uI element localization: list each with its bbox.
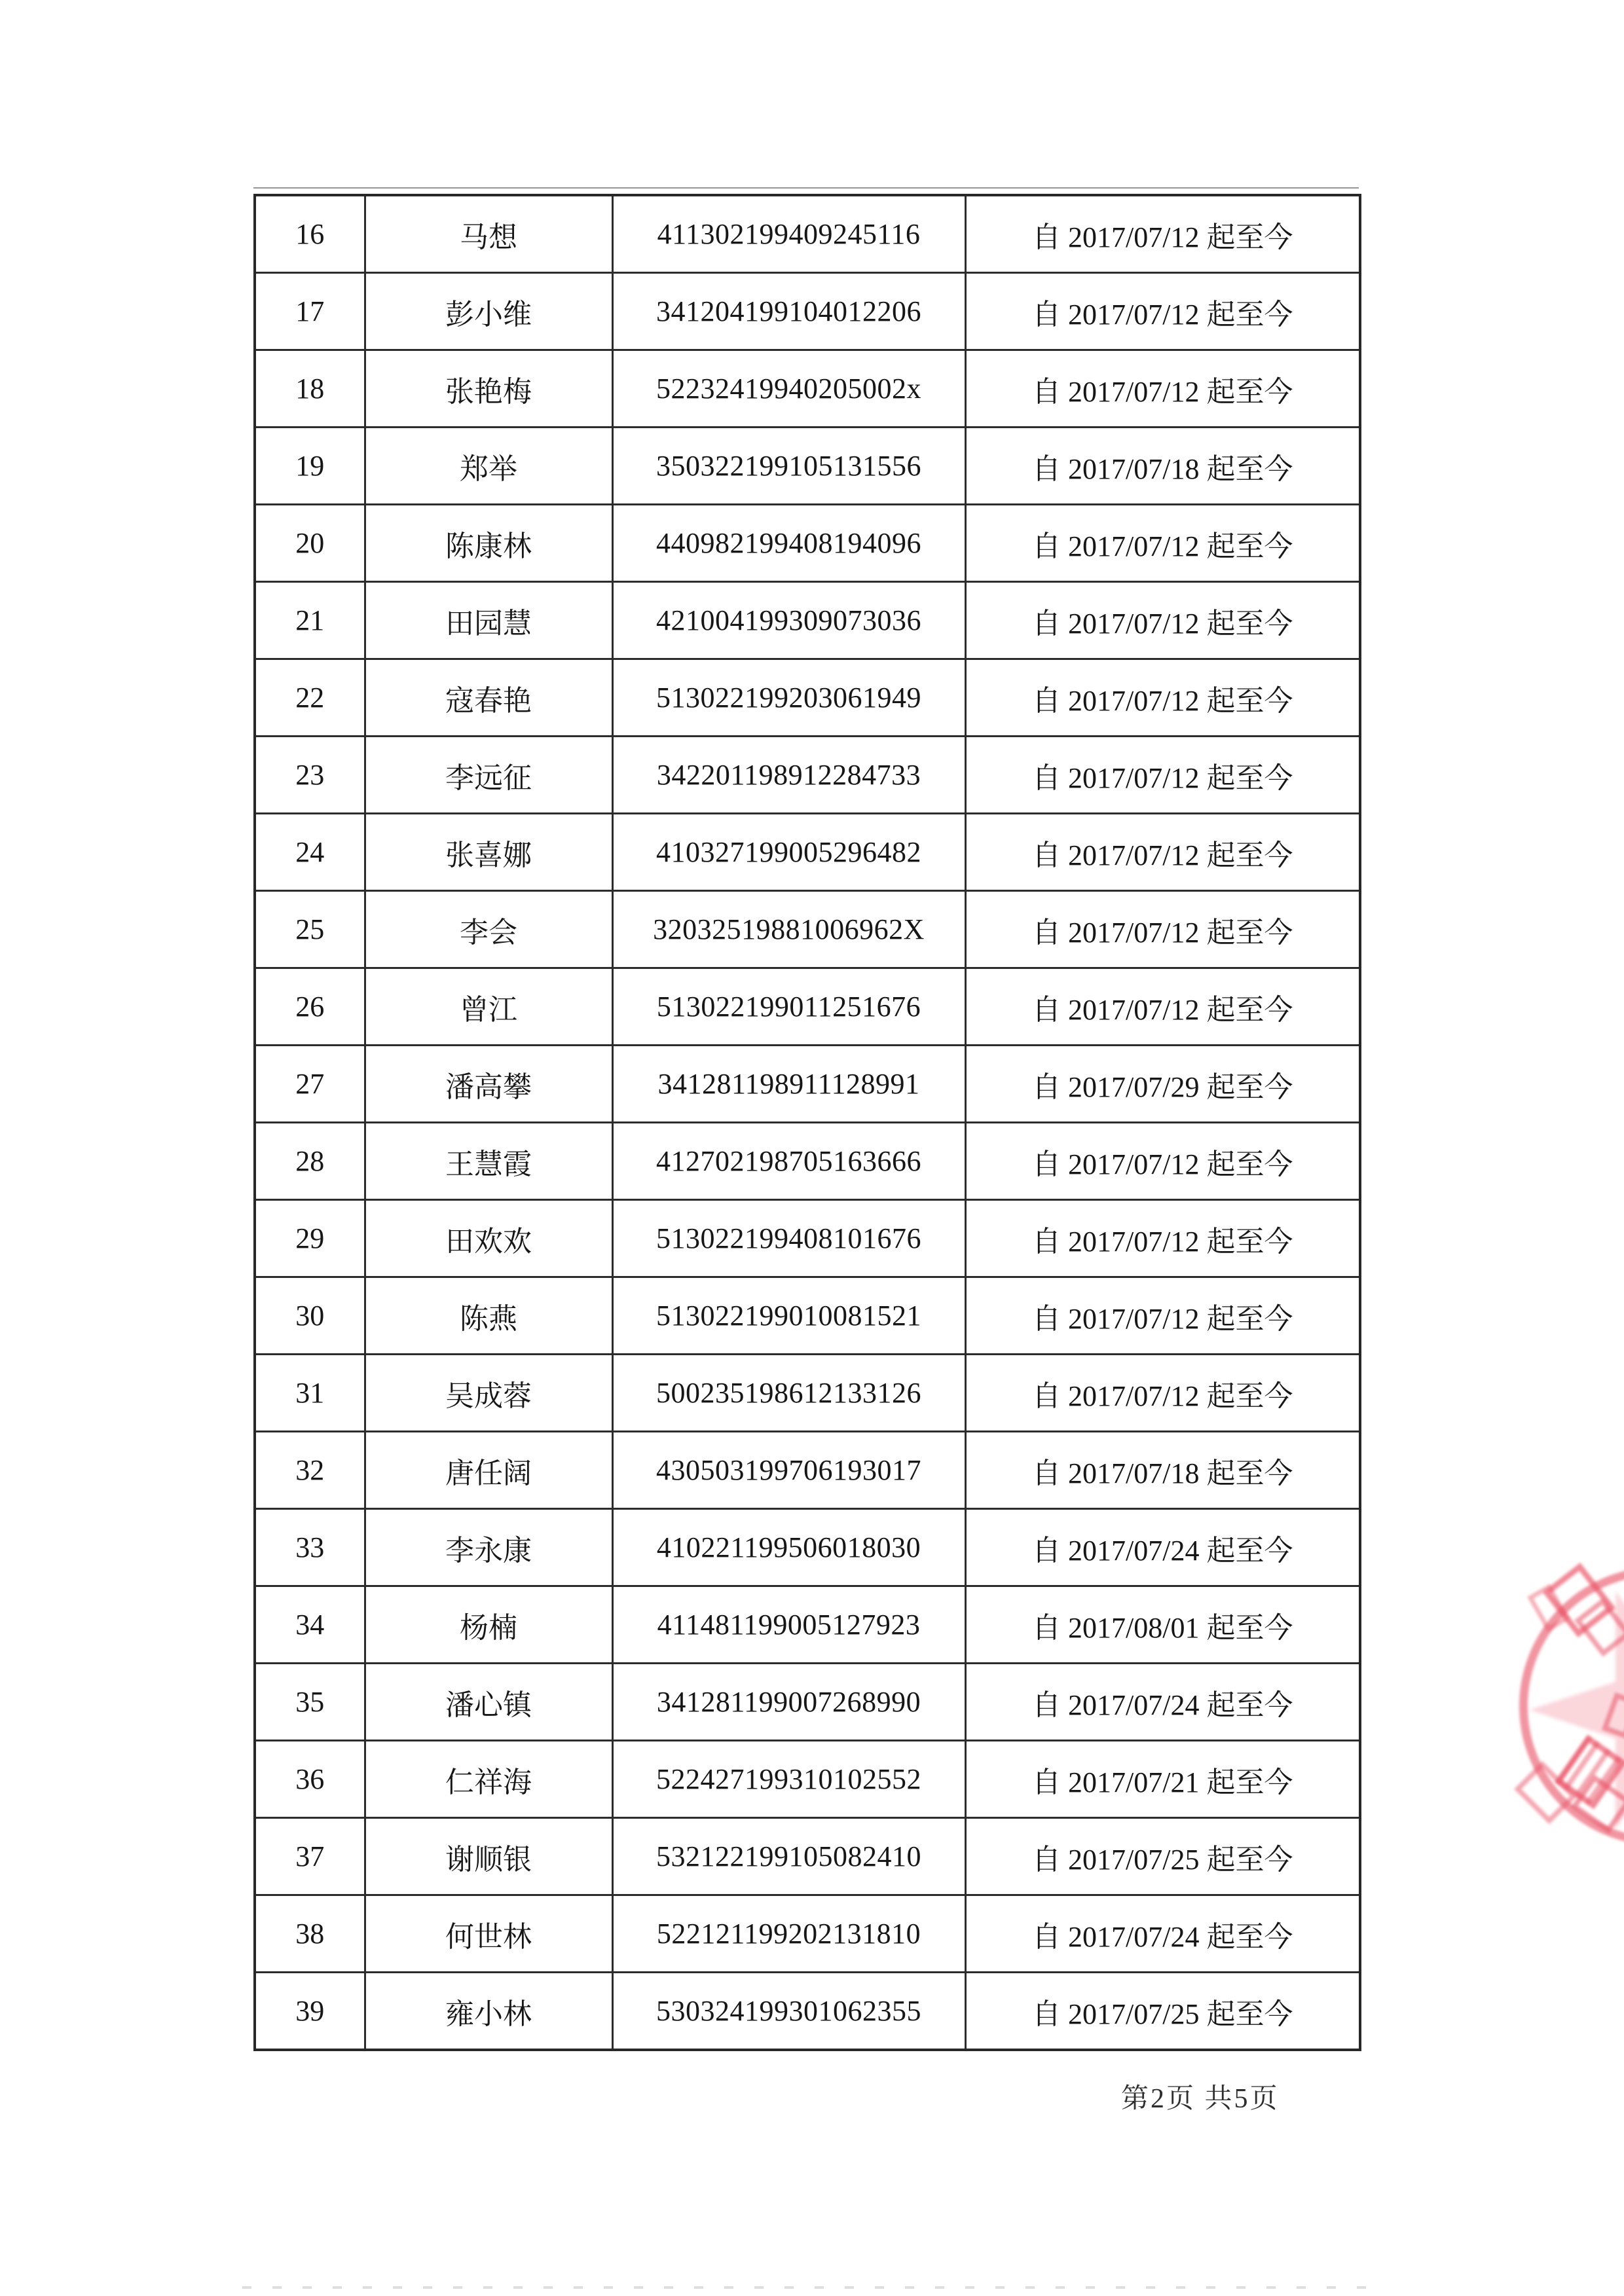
row-number-cell: 38 bbox=[255, 1895, 365, 1973]
page-number-footer: 第2页 共5页 bbox=[1121, 2084, 1280, 2114]
id-number-cell: 440982199408194096 bbox=[612, 505, 965, 582]
table-row bbox=[255, 1123, 1360, 1200]
scan-artifact-line bbox=[253, 187, 1359, 189]
name-cell: 陈康林 bbox=[365, 505, 612, 582]
table-row bbox=[255, 1277, 1360, 1355]
row-number-cell: 36 bbox=[255, 1741, 365, 1818]
row-number-cell: 32 bbox=[255, 1432, 365, 1509]
row-number-cell: 21 bbox=[255, 582, 365, 659]
period-cell: 自 2017/08/01 起至今 bbox=[965, 1586, 1360, 1664]
id-number-cell: 500235198612133126 bbox=[612, 1355, 965, 1432]
name-cell: 李远征 bbox=[365, 737, 612, 814]
name-cell: 张艳梅 bbox=[365, 350, 612, 428]
period-cell: 自 2017/07/24 起至今 bbox=[965, 1509, 1360, 1586]
table-row bbox=[255, 195, 1360, 273]
row-number-cell: 29 bbox=[255, 1200, 365, 1277]
period-cell: 自 2017/07/12 起至今 bbox=[965, 659, 1360, 737]
table-row bbox=[255, 1818, 1360, 1895]
table-row bbox=[255, 1586, 1360, 1664]
name-cell: 陈燕 bbox=[365, 1277, 612, 1355]
id-number-cell: 350322199105131556 bbox=[612, 428, 965, 505]
row-number-cell: 33 bbox=[255, 1509, 365, 1586]
id-number-cell: 513022199203061949 bbox=[612, 659, 965, 737]
name-cell: 郑举 bbox=[365, 428, 612, 505]
table-row bbox=[255, 1741, 1360, 1818]
table-row bbox=[255, 1200, 1360, 1277]
table-row bbox=[255, 891, 1360, 968]
table-row bbox=[255, 1664, 1360, 1741]
period-cell: 自 2017/07/12 起至今 bbox=[965, 195, 1360, 273]
id-number-cell: 411481199005127923 bbox=[612, 1586, 965, 1664]
table-row bbox=[255, 505, 1360, 582]
name-cell: 何世林 bbox=[365, 1895, 612, 1973]
table-row bbox=[255, 968, 1360, 1046]
seal-text-smudge bbox=[1543, 1563, 1616, 1637]
id-number-cell: 342201198912284733 bbox=[612, 737, 965, 814]
period-cell: 自 2017/07/12 起至今 bbox=[965, 350, 1360, 428]
row-number-cell: 31 bbox=[255, 1355, 365, 1432]
id-number-cell: 513022199011251676 bbox=[612, 968, 965, 1046]
row-number-cell: 19 bbox=[255, 428, 365, 505]
name-cell: 潘心镇 bbox=[365, 1664, 612, 1741]
name-cell: 张喜娜 bbox=[365, 814, 612, 891]
id-number-cell: 52232419940205002x bbox=[612, 350, 965, 428]
table-row bbox=[255, 1973, 1360, 2050]
name-cell: 仁祥海 bbox=[365, 1741, 612, 1818]
row-number-cell: 20 bbox=[255, 505, 365, 582]
period-cell: 自 2017/07/12 起至今 bbox=[965, 1200, 1360, 1277]
id-number-cell: 522121199202131810 bbox=[612, 1895, 965, 1973]
table-row bbox=[255, 350, 1360, 428]
table-row bbox=[255, 1895, 1360, 1973]
row-number-cell: 23 bbox=[255, 737, 365, 814]
period-cell: 自 2017/07/24 起至今 bbox=[965, 1895, 1360, 1973]
period-cell: 自 2017/07/25 起至今 bbox=[965, 1973, 1360, 2050]
row-number-cell: 34 bbox=[255, 1586, 365, 1664]
period-cell: 自 2017/07/18 起至今 bbox=[965, 1432, 1360, 1509]
period-cell: 自 2017/07/25 起至今 bbox=[965, 1818, 1360, 1895]
name-cell: 田欢欢 bbox=[365, 1200, 612, 1277]
scan-bleed-artifact bbox=[242, 2286, 1375, 2289]
id-number-cell: 341204199104012206 bbox=[612, 273, 965, 350]
table-row bbox=[255, 1355, 1360, 1432]
official-seal-stamp bbox=[1500, 1552, 1624, 1846]
id-number-cell: 341281199007268990 bbox=[612, 1664, 965, 1741]
id-number-cell: 32032519881006962X bbox=[612, 891, 965, 968]
seal-text-smudge bbox=[1602, 1692, 1624, 1739]
row-number-cell: 30 bbox=[255, 1277, 365, 1355]
period-cell: 自 2017/07/24 起至今 bbox=[965, 1664, 1360, 1741]
id-number-cell: 513022199010081521 bbox=[612, 1277, 965, 1355]
id-number-cell: 522427199310102552 bbox=[612, 1741, 965, 1818]
row-number-cell: 17 bbox=[255, 273, 365, 350]
seal-text-smudge bbox=[1555, 1735, 1624, 1810]
name-cell: 田园慧 bbox=[365, 582, 612, 659]
row-number-cell: 28 bbox=[255, 1123, 365, 1200]
id-number-cell: 430503199706193017 bbox=[612, 1432, 965, 1509]
period-cell: 自 2017/07/12 起至今 bbox=[965, 814, 1360, 891]
table-row bbox=[255, 659, 1360, 737]
name-cell: 吴成蓉 bbox=[365, 1355, 612, 1432]
row-number-cell: 39 bbox=[255, 1973, 365, 2050]
id-number-cell: 532122199105082410 bbox=[612, 1818, 965, 1895]
table-row bbox=[255, 1509, 1360, 1586]
period-cell: 自 2017/07/12 起至今 bbox=[965, 968, 1360, 1046]
table-row bbox=[255, 582, 1360, 659]
row-number-cell: 37 bbox=[255, 1818, 365, 1895]
name-cell: 马想 bbox=[365, 195, 612, 273]
name-cell: 王慧霞 bbox=[365, 1123, 612, 1200]
period-cell: 自 2017/07/12 起至今 bbox=[965, 1277, 1360, 1355]
row-number-cell: 24 bbox=[255, 814, 365, 891]
star-icon bbox=[1500, 1552, 1624, 1846]
period-cell: 自 2017/07/21 起至今 bbox=[965, 1741, 1360, 1818]
period-cell: 自 2017/07/29 起至今 bbox=[965, 1046, 1360, 1123]
id-number-cell: 411302199409245116 bbox=[612, 195, 965, 273]
name-cell: 李会 bbox=[365, 891, 612, 968]
period-cell: 自 2017/07/12 起至今 bbox=[965, 505, 1360, 582]
name-cell: 寇春艳 bbox=[365, 659, 612, 737]
id-number-cell: 341281198911128991 bbox=[612, 1046, 965, 1123]
period-cell: 自 2017/07/12 起至今 bbox=[965, 273, 1360, 350]
row-number-cell: 26 bbox=[255, 968, 365, 1046]
row-number-cell: 18 bbox=[255, 350, 365, 428]
period-cell: 自 2017/07/18 起至今 bbox=[965, 428, 1360, 505]
table-row bbox=[255, 1432, 1360, 1509]
period-cell: 自 2017/07/12 起至今 bbox=[965, 1355, 1360, 1432]
table-row bbox=[255, 737, 1360, 814]
id-number-cell: 513022199408101676 bbox=[612, 1200, 965, 1277]
seal-text-smudge bbox=[1574, 1597, 1624, 1656]
name-cell: 谢顺银 bbox=[365, 1818, 612, 1895]
row-number-cell: 27 bbox=[255, 1046, 365, 1123]
row-number-cell: 22 bbox=[255, 659, 365, 737]
id-number-cell: 410327199005296482 bbox=[612, 814, 965, 891]
period-cell: 自 2017/07/12 起至今 bbox=[965, 582, 1360, 659]
name-cell: 唐任阔 bbox=[365, 1432, 612, 1509]
id-number-cell: 530324199301062355 bbox=[612, 1973, 965, 2050]
id-number-cell: 421004199309073036 bbox=[612, 582, 965, 659]
table-row bbox=[255, 1046, 1360, 1123]
table-row bbox=[255, 814, 1360, 891]
row-number-cell: 16 bbox=[255, 195, 365, 273]
name-cell: 曾江 bbox=[365, 968, 612, 1046]
period-cell: 自 2017/07/12 起至今 bbox=[965, 1123, 1360, 1200]
name-cell: 杨楠 bbox=[365, 1586, 612, 1664]
seal-text-smudge bbox=[1514, 1761, 1578, 1825]
row-number-cell: 35 bbox=[255, 1664, 365, 1741]
period-cell: 自 2017/07/12 起至今 bbox=[965, 737, 1360, 814]
id-number-cell: 412702198705163666 bbox=[612, 1123, 965, 1200]
table-row bbox=[255, 428, 1360, 505]
id-number-cell: 410221199506018030 bbox=[612, 1509, 965, 1586]
seal-ring bbox=[1519, 1567, 1624, 1846]
name-cell: 彭小维 bbox=[365, 273, 612, 350]
name-cell: 雍小林 bbox=[365, 1973, 612, 2050]
row-number-cell: 25 bbox=[255, 891, 365, 968]
period-cell: 自 2017/07/12 起至今 bbox=[965, 891, 1360, 968]
personnel-roster-table bbox=[253, 194, 1361, 2051]
seal-text-smudge bbox=[1527, 1584, 1570, 1632]
name-cell: 潘高攀 bbox=[365, 1046, 612, 1123]
seal-text-smudge bbox=[1571, 1774, 1624, 1834]
table-row bbox=[255, 273, 1360, 350]
name-cell: 李永康 bbox=[365, 1509, 612, 1586]
